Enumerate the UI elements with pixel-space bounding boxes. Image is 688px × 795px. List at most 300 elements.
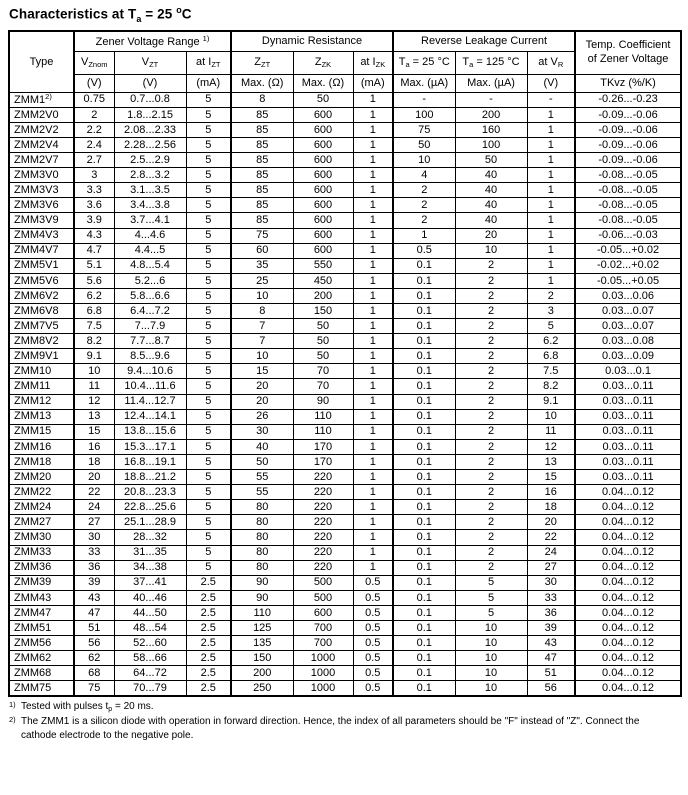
value-cell: 5 — [455, 605, 527, 620]
value-cell: 0.1 — [393, 439, 455, 454]
unit-tkvz: TKvz (%/K) — [575, 74, 681, 92]
value-cell: 220 — [293, 530, 353, 545]
value-cell: 1 — [353, 288, 393, 303]
value-cell: 2 — [455, 515, 527, 530]
value-cell: 40 — [455, 183, 527, 198]
value-cell: 2 — [455, 273, 527, 288]
value-cell: 0.1 — [393, 666, 455, 681]
value-cell: -0.09...-0.06 — [575, 153, 681, 168]
value-cell: 35 — [231, 258, 293, 273]
value-cell: 0.5 — [353, 681, 393, 696]
value-cell: 10 — [455, 681, 527, 696]
value-cell: 2.5 — [186, 666, 231, 681]
value-cell: 5 — [186, 394, 231, 409]
value-cell: 11.4...12.7 — [114, 394, 186, 409]
type-cell: ZMM18 — [9, 454, 74, 469]
value-cell: 600 — [293, 153, 353, 168]
value-cell: 1 — [353, 470, 393, 485]
table-row — [9, 258, 681, 273]
table-row — [9, 424, 681, 439]
value-cell: 40 — [231, 439, 293, 454]
value-cell: 600 — [293, 605, 353, 620]
type-cell: ZMM6V8 — [9, 304, 74, 319]
value-cell: -0.26...-0.23 — [575, 92, 681, 107]
value-cell: 0.1 — [393, 258, 455, 273]
value-cell: 43 — [527, 636, 575, 651]
type-cell: ZMM3V9 — [9, 213, 74, 228]
type-cell: ZMM3V0 — [9, 168, 74, 183]
value-cell: 5 — [186, 137, 231, 152]
value-cell: 2 — [455, 379, 527, 394]
col-header-zzk: $Z_{ZK}$ — [293, 51, 353, 74]
value-cell: 0.04...0.12 — [575, 620, 681, 635]
value-cell: 15 — [527, 470, 575, 485]
value-cell: 0.04...0.12 — [575, 500, 681, 515]
value-cell: 31...35 — [114, 545, 186, 560]
group-label: Zener Voltage Range — [95, 35, 203, 48]
table-row — [9, 394, 681, 409]
value-cell: 1000 — [293, 666, 353, 681]
value-cell: 3.7...4.1 — [114, 213, 186, 228]
unit-vznom: (V) — [74, 74, 114, 92]
footnote-ref-2: 2) — [45, 92, 52, 101]
value-cell: 5.6 — [74, 273, 114, 288]
type-cell: ZMM36 — [9, 560, 74, 575]
value-cell: 170 — [293, 439, 353, 454]
table-row — [9, 304, 681, 319]
value-cell: 0.7...0.8 — [114, 92, 186, 107]
value-cell: 36 — [74, 560, 114, 575]
value-cell: 70 — [293, 379, 353, 394]
type-cell: ZMM4V7 — [9, 243, 74, 258]
type-cell: ZMM11 — [9, 379, 74, 394]
value-cell: 0.04...0.12 — [575, 666, 681, 681]
col-header-at-izk: at $I_{ZK}$ — [353, 51, 393, 74]
value-cell: 16 — [74, 439, 114, 454]
value-cell: -0.05...+0.05 — [575, 273, 681, 288]
value-cell: 85 — [231, 198, 293, 213]
table-row — [9, 575, 681, 590]
value-cell: 5 — [186, 319, 231, 334]
value-cell: 90 — [293, 394, 353, 409]
value-cell: -0.09...-0.06 — [575, 122, 681, 137]
value-cell: 0.1 — [393, 454, 455, 469]
value-cell: 1 — [353, 228, 393, 243]
value-cell: 90 — [231, 590, 293, 605]
value-cell: 1 — [353, 500, 393, 515]
value-cell: 2.28...2.56 — [114, 137, 186, 152]
value-cell: 8 — [231, 92, 293, 107]
value-cell: 0.1 — [393, 636, 455, 651]
value-cell: 26 — [231, 409, 293, 424]
value-cell: 4.8...5.4 — [114, 258, 186, 273]
value-cell: 600 — [293, 228, 353, 243]
value-cell: 2 — [455, 288, 527, 303]
value-cell: 56 — [527, 681, 575, 696]
value-cell: 0.1 — [393, 515, 455, 530]
table-row — [9, 198, 681, 213]
value-cell: 85 — [231, 213, 293, 228]
value-cell: 0.1 — [393, 500, 455, 515]
value-cell: -0.08...-0.05 — [575, 183, 681, 198]
value-cell: 6.2 — [74, 288, 114, 303]
value-cell: 1 — [353, 243, 393, 258]
value-cell: 0.1 — [393, 545, 455, 560]
value-cell: 0.1 — [393, 273, 455, 288]
page-title — [9, 5, 680, 24]
value-cell: 2.7 — [74, 153, 114, 168]
table-row — [9, 349, 681, 364]
table-row — [9, 168, 681, 183]
value-cell: 12 — [527, 439, 575, 454]
value-cell: 24 — [527, 545, 575, 560]
type-cell: ZMM3V3 — [9, 183, 74, 198]
value-cell: 4.3 — [74, 228, 114, 243]
value-cell: 80 — [231, 500, 293, 515]
value-cell: 1 — [353, 183, 393, 198]
value-cell: 80 — [231, 530, 293, 545]
value-cell: 0.5 — [353, 666, 393, 681]
unit-zzt: Max. (Ω) — [231, 74, 293, 92]
type-cell: ZMM5V6 — [9, 273, 74, 288]
value-cell: 5 — [186, 107, 231, 122]
value-cell: 0.03...0.06 — [575, 288, 681, 303]
type-cell: ZMM56 — [9, 636, 74, 651]
value-cell: 200 — [293, 288, 353, 303]
table-row — [9, 213, 681, 228]
value-cell: 1 — [353, 273, 393, 288]
value-cell: 48...54 — [114, 620, 186, 635]
value-cell: 2 — [455, 485, 527, 500]
value-cell: 8.5...9.6 — [114, 349, 186, 364]
value-cell: 0.1 — [393, 409, 455, 424]
value-cell: -0.08...-0.05 — [575, 213, 681, 228]
title-unit: C — [181, 6, 192, 22]
value-cell: 5 — [455, 575, 527, 590]
value-cell: 33 — [74, 545, 114, 560]
value-cell: 3.4...3.8 — [114, 198, 186, 213]
value-cell: 220 — [293, 545, 353, 560]
value-cell: 0.03...0.08 — [575, 334, 681, 349]
type-cell: ZMM2V0 — [9, 107, 74, 122]
value-cell: 450 — [293, 273, 353, 288]
value-cell: 85 — [231, 137, 293, 152]
value-cell: 2 — [393, 198, 455, 213]
table-row — [9, 636, 681, 651]
table-row — [9, 183, 681, 198]
value-cell: 6.2 — [527, 334, 575, 349]
value-cell: 10 — [455, 636, 527, 651]
value-cell: 0.1 — [393, 304, 455, 319]
value-cell: 1 — [353, 122, 393, 137]
col-header-at-vr: at $V_R$ — [527, 51, 575, 74]
value-cell: 75 — [393, 122, 455, 137]
value-cell: 5 — [186, 228, 231, 243]
value-cell: 0.5 — [353, 590, 393, 605]
value-cell: 0.03...0.07 — [575, 304, 681, 319]
value-cell: 1 — [527, 243, 575, 258]
value-cell: 0.1 — [393, 470, 455, 485]
value-cell: 55 — [231, 485, 293, 500]
value-cell: 51 — [527, 666, 575, 681]
value-cell: 0.1 — [393, 364, 455, 379]
value-cell: 1 — [527, 168, 575, 183]
table-row — [9, 500, 681, 515]
table-row — [9, 530, 681, 545]
table-row — [9, 122, 681, 137]
value-cell: 33 — [527, 590, 575, 605]
value-cell: 1 — [353, 545, 393, 560]
table-row — [9, 470, 681, 485]
value-cell: 0.04...0.12 — [575, 560, 681, 575]
value-cell: 2 — [455, 454, 527, 469]
footnote-1-marker: 1) — [9, 699, 16, 709]
value-cell: 1 — [353, 319, 393, 334]
group-header-temp-coefficient — [575, 31, 681, 74]
unit-leak-25: Max. (µA) — [393, 74, 455, 92]
value-cell: 1 — [393, 228, 455, 243]
value-cell: 5.8...6.6 — [114, 288, 186, 303]
value-cell: 37...41 — [114, 575, 186, 590]
value-cell: 30 — [231, 424, 293, 439]
value-cell: 0.1 — [393, 334, 455, 349]
table-row — [9, 153, 681, 168]
value-cell: 0.1 — [393, 379, 455, 394]
value-cell: 1 — [353, 454, 393, 469]
value-cell: 6.4...7.2 — [114, 304, 186, 319]
table-row — [9, 409, 681, 424]
value-cell: 10 — [393, 153, 455, 168]
value-cell: 700 — [293, 620, 353, 635]
value-cell: 9.1 — [527, 394, 575, 409]
value-cell: 80 — [231, 545, 293, 560]
value-cell: 34...38 — [114, 560, 186, 575]
type-cell: ZMM75 — [9, 681, 74, 696]
value-cell: 2 — [455, 530, 527, 545]
table-row — [9, 666, 681, 681]
table-row — [9, 379, 681, 394]
value-cell: 4.4...5 — [114, 243, 186, 258]
value-cell: -0.06...-0.03 — [575, 228, 681, 243]
col-header-ta-25: $T_a = 25$ °C — [393, 51, 455, 74]
col-header-zzt: $Z_{ZT}$ — [231, 51, 293, 74]
value-cell: 68 — [74, 666, 114, 681]
value-cell: 0.5 — [353, 605, 393, 620]
value-cell: 2 — [455, 470, 527, 485]
col-header-ta-125: $T_a = 125$ °C — [455, 51, 527, 74]
value-cell: 3.6 — [74, 198, 114, 213]
col-header-vznom: $V_{Znom}$ — [74, 51, 114, 74]
value-cell: -0.05...+0.02 — [575, 243, 681, 258]
group-header-dynamic-resistance: Dynamic Resistance — [231, 31, 393, 51]
value-cell: 10 — [231, 349, 293, 364]
value-cell: 15 — [231, 364, 293, 379]
value-cell: 28...32 — [114, 530, 186, 545]
value-cell: 20 — [455, 228, 527, 243]
col-header-type: Type — [9, 31, 74, 92]
value-cell: 1 — [527, 137, 575, 152]
value-cell: 1.8...2.15 — [114, 107, 186, 122]
value-cell: 1000 — [293, 651, 353, 666]
value-cell: -0.08...-0.05 — [575, 168, 681, 183]
value-cell: 110 — [293, 409, 353, 424]
value-cell: 70 — [293, 364, 353, 379]
table-row — [9, 243, 681, 258]
value-cell: 600 — [293, 107, 353, 122]
value-cell: 2.5 — [186, 636, 231, 651]
type-cell: ZMM5V1 — [9, 258, 74, 273]
value-cell: 0.5 — [353, 575, 393, 590]
value-cell: 58...66 — [114, 651, 186, 666]
value-cell: 220 — [293, 500, 353, 515]
value-cell: 1 — [353, 213, 393, 228]
type-cell: ZMM8V2 — [9, 334, 74, 349]
value-cell: 64...72 — [114, 666, 186, 681]
group-header-zener-voltage-range — [74, 31, 231, 51]
value-cell: 16.8...19.1 — [114, 454, 186, 469]
value-cell: 0.1 — [393, 288, 455, 303]
value-cell: 0.03...0.1 — [575, 364, 681, 379]
value-cell: 1 — [527, 183, 575, 198]
value-cell: 5 — [186, 500, 231, 515]
value-cell: 1 — [527, 198, 575, 213]
value-cell: 1 — [353, 349, 393, 364]
value-cell: 2.08...2.33 — [114, 122, 186, 137]
value-cell: 1 — [353, 92, 393, 107]
value-cell: 6.8 — [74, 304, 114, 319]
type-cell: ZMM7V5 — [9, 319, 74, 334]
footnote-2: 2) The ZMM1 is a silicon diode with operation in forward direction. Hence, the index of all parameters should be "F" instead of "Z". Connect the cathode electrode to the negative pole. — [9, 714, 640, 741]
value-cell: 5 — [527, 319, 575, 334]
value-cell: 5 — [186, 334, 231, 349]
value-cell: 10 — [231, 288, 293, 303]
value-cell: 1 — [353, 379, 393, 394]
type-cell: ZMM13 — [9, 409, 74, 424]
value-cell: 2 — [74, 107, 114, 122]
value-cell: 700 — [293, 636, 353, 651]
table-row — [9, 651, 681, 666]
value-cell: 10.4...11.6 — [114, 379, 186, 394]
value-cell: 0.1 — [393, 319, 455, 334]
value-cell: 85 — [231, 168, 293, 183]
value-cell: 0.04...0.12 — [575, 590, 681, 605]
table-row — [9, 454, 681, 469]
type-cell: ZMM68 — [9, 666, 74, 681]
value-cell: 0.1 — [393, 394, 455, 409]
value-cell: 5 — [186, 530, 231, 545]
value-cell: -0.02...+0.02 — [575, 258, 681, 273]
value-cell: 0.04...0.12 — [575, 515, 681, 530]
value-cell: 5 — [455, 590, 527, 605]
value-cell: 1 — [527, 107, 575, 122]
type-cell: ZMM30 — [9, 530, 74, 545]
value-cell: 20.8...23.3 — [114, 485, 186, 500]
value-cell: 5 — [186, 485, 231, 500]
table-row — [9, 620, 681, 635]
value-cell: 40 — [455, 213, 527, 228]
value-cell: 50 — [293, 349, 353, 364]
value-cell: 50 — [293, 92, 353, 107]
value-cell: 5 — [186, 122, 231, 137]
value-cell: 5 — [186, 92, 231, 107]
table-row — [9, 545, 681, 560]
value-cell: 50 — [393, 137, 455, 152]
value-cell: -0.09...-0.06 — [575, 107, 681, 122]
value-cell: 40...46 — [114, 590, 186, 605]
value-cell: 60 — [231, 243, 293, 258]
value-cell: 600 — [293, 213, 353, 228]
value-cell: 52...60 — [114, 636, 186, 651]
value-cell: 0.04...0.12 — [575, 605, 681, 620]
type-cell: ZMM62 — [9, 651, 74, 666]
value-cell: 2.8...3.2 — [114, 168, 186, 183]
value-cell: 40 — [455, 168, 527, 183]
unit-izt: (mA) — [186, 74, 231, 92]
value-cell: 10 — [455, 666, 527, 681]
value-cell: 2 — [455, 258, 527, 273]
value-cell: 27 — [74, 515, 114, 530]
value-cell: 160 — [455, 122, 527, 137]
value-cell: 8.2 — [74, 334, 114, 349]
value-cell: 56 — [74, 636, 114, 651]
value-cell: 0.03...0.11 — [575, 470, 681, 485]
value-cell: 4 — [393, 168, 455, 183]
table-row — [9, 605, 681, 620]
value-cell: 5 — [186, 545, 231, 560]
value-cell: 500 — [293, 590, 353, 605]
value-cell: 4.7 — [74, 243, 114, 258]
value-cell: 5 — [186, 153, 231, 168]
type-cell: ZMM6V2 — [9, 288, 74, 303]
value-cell: 30 — [74, 530, 114, 545]
value-cell: 0.04...0.12 — [575, 636, 681, 651]
value-cell: 5 — [186, 243, 231, 258]
type-cell: ZMM27 — [9, 515, 74, 530]
table-row — [9, 334, 681, 349]
value-cell: 1 — [353, 439, 393, 454]
value-cell: 13 — [527, 454, 575, 469]
footnotes — [9, 700, 680, 743]
value-cell: 5 — [186, 515, 231, 530]
value-cell: 5.2...6 — [114, 273, 186, 288]
type-cell: ZMM47 — [9, 605, 74, 620]
type-cell: ZMM10 — [9, 364, 74, 379]
value-cell: 5 — [186, 304, 231, 319]
value-cell: 6.8 — [527, 349, 575, 364]
value-cell: 2.2 — [74, 122, 114, 137]
value-cell: 9.4...10.6 — [114, 364, 186, 379]
value-cell: 0.1 — [393, 620, 455, 635]
value-cell: 2 — [455, 394, 527, 409]
value-cell: 25.1...28.9 — [114, 515, 186, 530]
value-cell: 5 — [186, 409, 231, 424]
type-cell: ZMM3V6 — [9, 198, 74, 213]
value-cell: 1 — [353, 198, 393, 213]
value-cell: 2.5 — [186, 605, 231, 620]
value-cell: 600 — [293, 183, 353, 198]
type-cell: ZMM51 — [9, 620, 74, 635]
temp-coeff-line1: Temp. Coefficient — [585, 39, 671, 52]
value-cell: 2.5 — [186, 590, 231, 605]
value-cell: 10 — [527, 409, 575, 424]
type-cell: ZMM24 — [9, 500, 74, 515]
value-cell: 13 — [74, 409, 114, 424]
value-cell: 5 — [186, 364, 231, 379]
value-cell: 2.5 — [186, 575, 231, 590]
value-cell: 80 — [231, 515, 293, 530]
value-cell: 0.5 — [353, 620, 393, 635]
value-cell: 3.1...3.5 — [114, 183, 186, 198]
